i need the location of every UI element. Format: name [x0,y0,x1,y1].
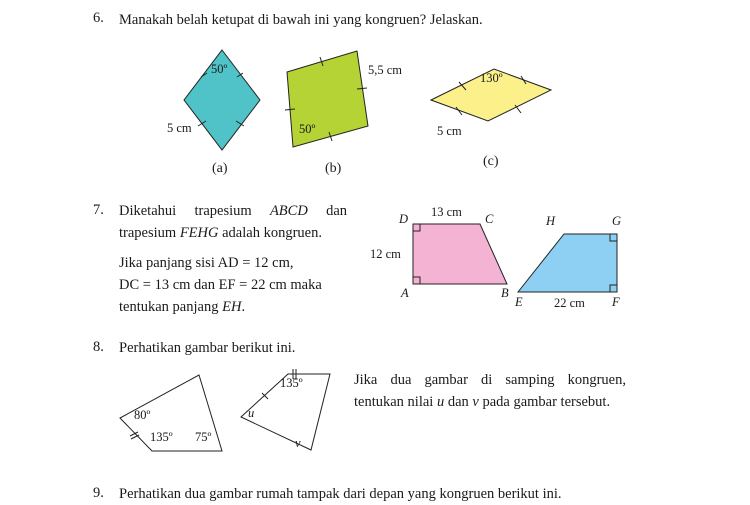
fig-b-angle: 50º [299,122,316,136]
q7-word: tentukan panjang [119,299,219,315]
shape2-v: v [295,436,301,450]
q9-text: Perhatikan dua gambar rumah tampak dari depan yang kongruen berikut ini. [119,486,562,502]
trap1-top-length: 13 cm [431,205,462,219]
q7-word: Diketahui [119,203,177,219]
shape1-angle-80: 80º [134,408,151,422]
q9-number: 9. [93,485,104,501]
vertex-d: D [399,212,409,226]
vertex-c: C [485,212,494,226]
q7-line-4: DC = 13 cm dan EF = 22 cm maka [119,277,322,293]
shape2-angle-135: 135º [280,376,303,390]
vertex-h: H [546,214,556,228]
q7-word: ABCD [269,203,308,219]
trap2-bottom-length: 22 cm [554,296,585,310]
q8-word: pada gambar tersebut. [482,394,611,410]
vertex-e: E [515,295,523,309]
q8-word: tentukan nilai [354,394,434,410]
fig-c-side: 5 cm [437,124,462,138]
trap1-left-length: 12 cm [370,247,401,261]
shape2-u: u [248,406,255,420]
vertex-f: F [612,295,620,309]
q8-side-text [354,369,626,413]
q7-word: adalah kongruen. [222,225,322,241]
vertex-b: B [501,286,509,300]
fig-b-caption: (b) [325,161,342,176]
trapezium-abcd [413,224,507,284]
fig-c-angle: 130º [480,71,503,85]
shape1-angle-75: 75º [195,430,212,444]
q7-word: . [241,299,246,315]
fig-b-side: 5,5 cm [368,63,403,77]
q8-word: dan [447,394,469,410]
q7-paragraph [119,200,347,318]
q7-word: FEHG [179,225,219,241]
q7-word: trapesium [119,225,177,241]
vertex-g: G [612,214,622,228]
q8-number: 8. [93,339,104,355]
q6-text: Manakah belah ketupat di bawah ini yang kongruen? Jelaskan. [119,12,483,28]
q7-word: EH [222,299,242,315]
q7-line-2 [119,222,347,244]
q8-text: Perhatikan gambar berikut ini. [119,340,296,356]
rhombus-b [285,51,368,147]
q7-word: dan [326,203,348,219]
q7-line-1 [119,200,347,222]
fig-a-angle: 50º [211,62,228,76]
trapezium-fehg [518,234,617,292]
q7-line-5 [119,296,347,318]
fig-a-caption: (a) [212,161,228,176]
q8-word: u [436,394,445,410]
q8-side-line-2 [354,391,626,413]
q7-line-3: Jika panjang sisi AD = 12 cm, [119,255,294,271]
q6-number: 6. [93,10,104,26]
fig-c-caption: (c) [483,154,499,169]
q7-number: 7. [93,202,104,218]
vertex-a: A [401,286,409,300]
q8-word: v [472,394,479,410]
shape1-angle-135: 135º [150,430,173,444]
q7-word: trapesium [194,203,252,219]
q8-side-line-1: Jika dua gambar di samping kongruen, [354,372,626,388]
fig-a-side: 5 cm [167,121,192,135]
